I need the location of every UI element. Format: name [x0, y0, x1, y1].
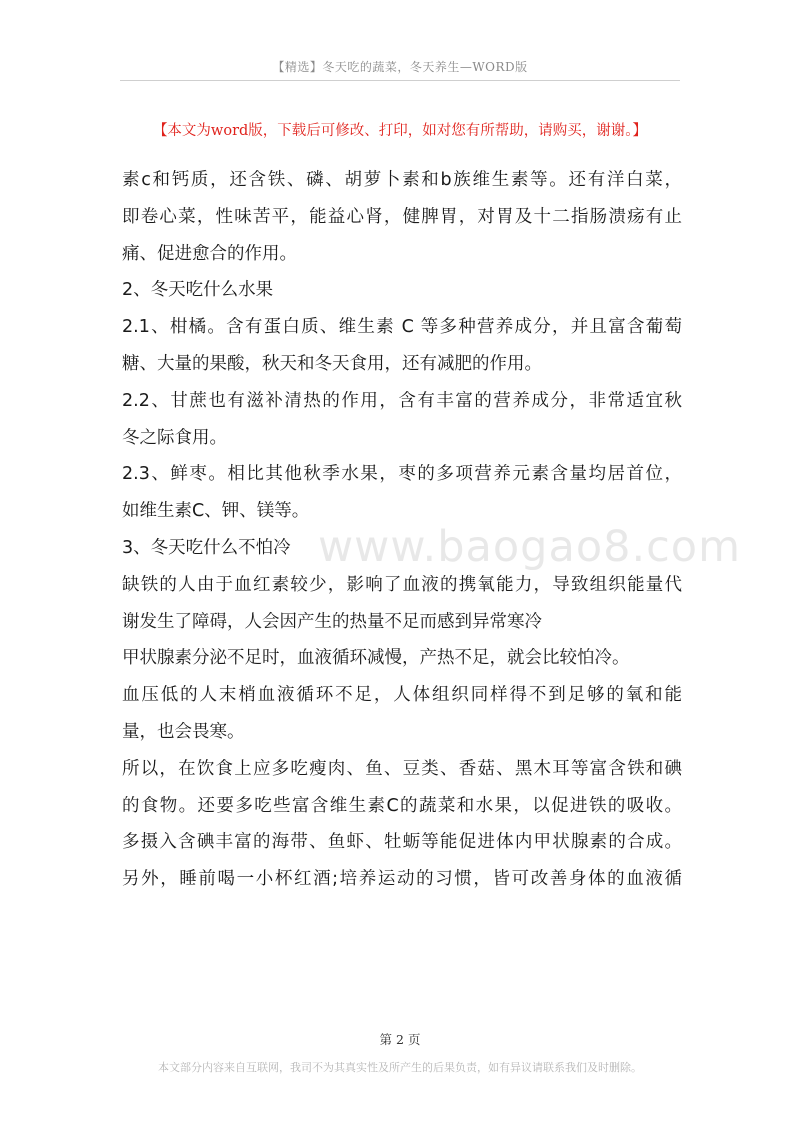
body-line: 痛、促进愈合的作用。 [122, 243, 297, 264]
body-line: 的食物。还要多吃些富含维生素C的蔬菜和水果，以促进铁的吸收。 [122, 795, 682, 816]
body-line: 2.3、鲜枣。相比其他秋季水果，枣的多项营养元素含量均居首位， [122, 464, 682, 485]
body-line: 多摄入含碘丰富的海带、鱼虾、牡蛎等能促进体内甲状腺素的合成。 [122, 832, 682, 853]
body-line: 血压低的人末梢血液循环不足，人体组织同样得不到足够的氧和能 [122, 685, 682, 706]
body-line: 所以，在饮食上应多吃瘦肉、鱼、豆类、香菇、黑木耳等富含铁和碘 [122, 758, 682, 779]
body-line: 即卷心菜，性味苦平，能益心肾，健脾胃，对胃及十二指肠溃疡有止 [122, 206, 682, 227]
page-header: 【精选】冬天吃的蔬菜，冬天养生—WORD版 [272, 60, 528, 74]
body-line: 量，也会畏寒。 [122, 721, 245, 742]
body-line: 谢发生了障碍，人会因产生的热量不足而感到异常寒冷 [122, 611, 542, 632]
header-divider [120, 80, 680, 81]
body-line: 糖、大量的果酸，秋天和冬天食用，还有减肥的作用。 [122, 353, 542, 374]
body-line: 冬之际食用。 [122, 427, 227, 448]
body-line: 2.1、柑橘。含有蛋白质、维生素 C 等多种营养成分，并且富含葡萄 [122, 317, 682, 338]
body-line: 3、冬天吃什么不怕冷 [122, 537, 291, 558]
footer-disclaimer: 本文部分内容来自互联网，我司不为其真实性及所产生的后果负责，如有异议请联系我们及时删除。 [158, 1061, 642, 1074]
body-line: 另外，睡前喝一小杯红酒;培养运动的习惯，皆可改善身体的血液循 [122, 869, 682, 890]
body-line: 2.2、甘蔗也有滋补清热的作用，含有丰富的营养成分，非常适宜秋 [122, 390, 682, 411]
document-body [122, 162, 682, 898]
download-notice: 【本文为word版，下载后可修改、打印，如对您有所帮助，请购买，谢谢。】 [152, 123, 648, 139]
body-line: 缺铁的人由于血红素较少，影响了血液的携氧能力，导致组织能量代 [122, 574, 682, 595]
page-number: 第 2 页 [379, 1032, 421, 1047]
body-line: 素c和钙质，还含铁、磷、胡萝卜素和b族维生素等。还有洋白菜， [122, 170, 682, 190]
body-line: 2、冬天吃什么水果 [122, 280, 274, 301]
body-line: 如维生素C、钾、镁等。 [122, 501, 310, 522]
watermark: www.baogao8.com [318, 522, 741, 572]
body-line: 甲状腺素分泌不足时，血液循环减慢，产热不足，就会比较怕冷。 [122, 648, 630, 669]
